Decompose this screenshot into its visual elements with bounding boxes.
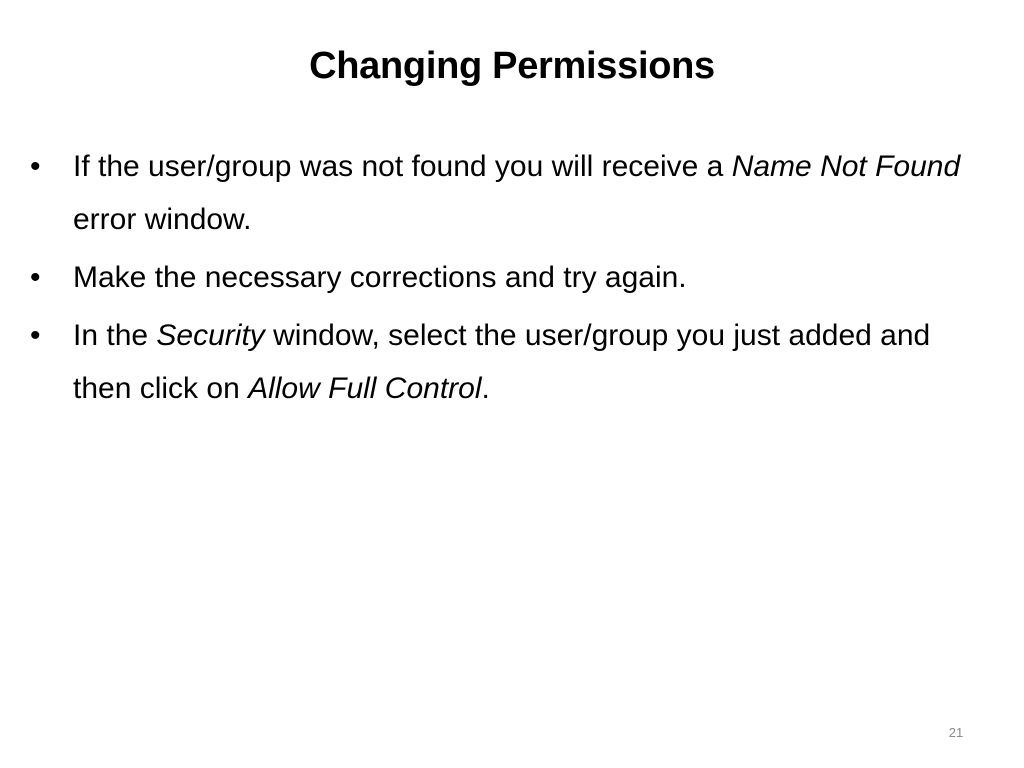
bullet-text-plain: window, select the user/group you just added and then click on: [73, 319, 931, 405]
page-number: 21: [948, 725, 964, 740]
bullet-text-plain: If the user/group was not found you will receive a: [73, 150, 732, 183]
bullet-text-plain: error window.: [73, 203, 252, 236]
bullet-dot-icon: •: [30, 261, 41, 294]
bullet-text-italic: Allow Full Control: [248, 372, 482, 405]
bullet-item: [30, 309, 990, 415]
bullet-text-italic: Name Not Found: [731, 150, 961, 183]
slide-title: Changing Permissions: [309, 45, 715, 87]
bullet-text-plain: .: [481, 372, 490, 405]
bullet-text-plain: In the: [73, 319, 157, 352]
bullet-dot-icon: •: [30, 319, 41, 352]
bullet-item: [30, 251, 990, 304]
bullet-list: [30, 140, 990, 415]
bullet-dot-icon: •: [30, 150, 41, 183]
bullet-item: [30, 140, 990, 246]
bullet-text-italic: Security: [156, 319, 265, 352]
bullet-text-plain: Make the necessary corrections and try again.: [73, 261, 687, 294]
